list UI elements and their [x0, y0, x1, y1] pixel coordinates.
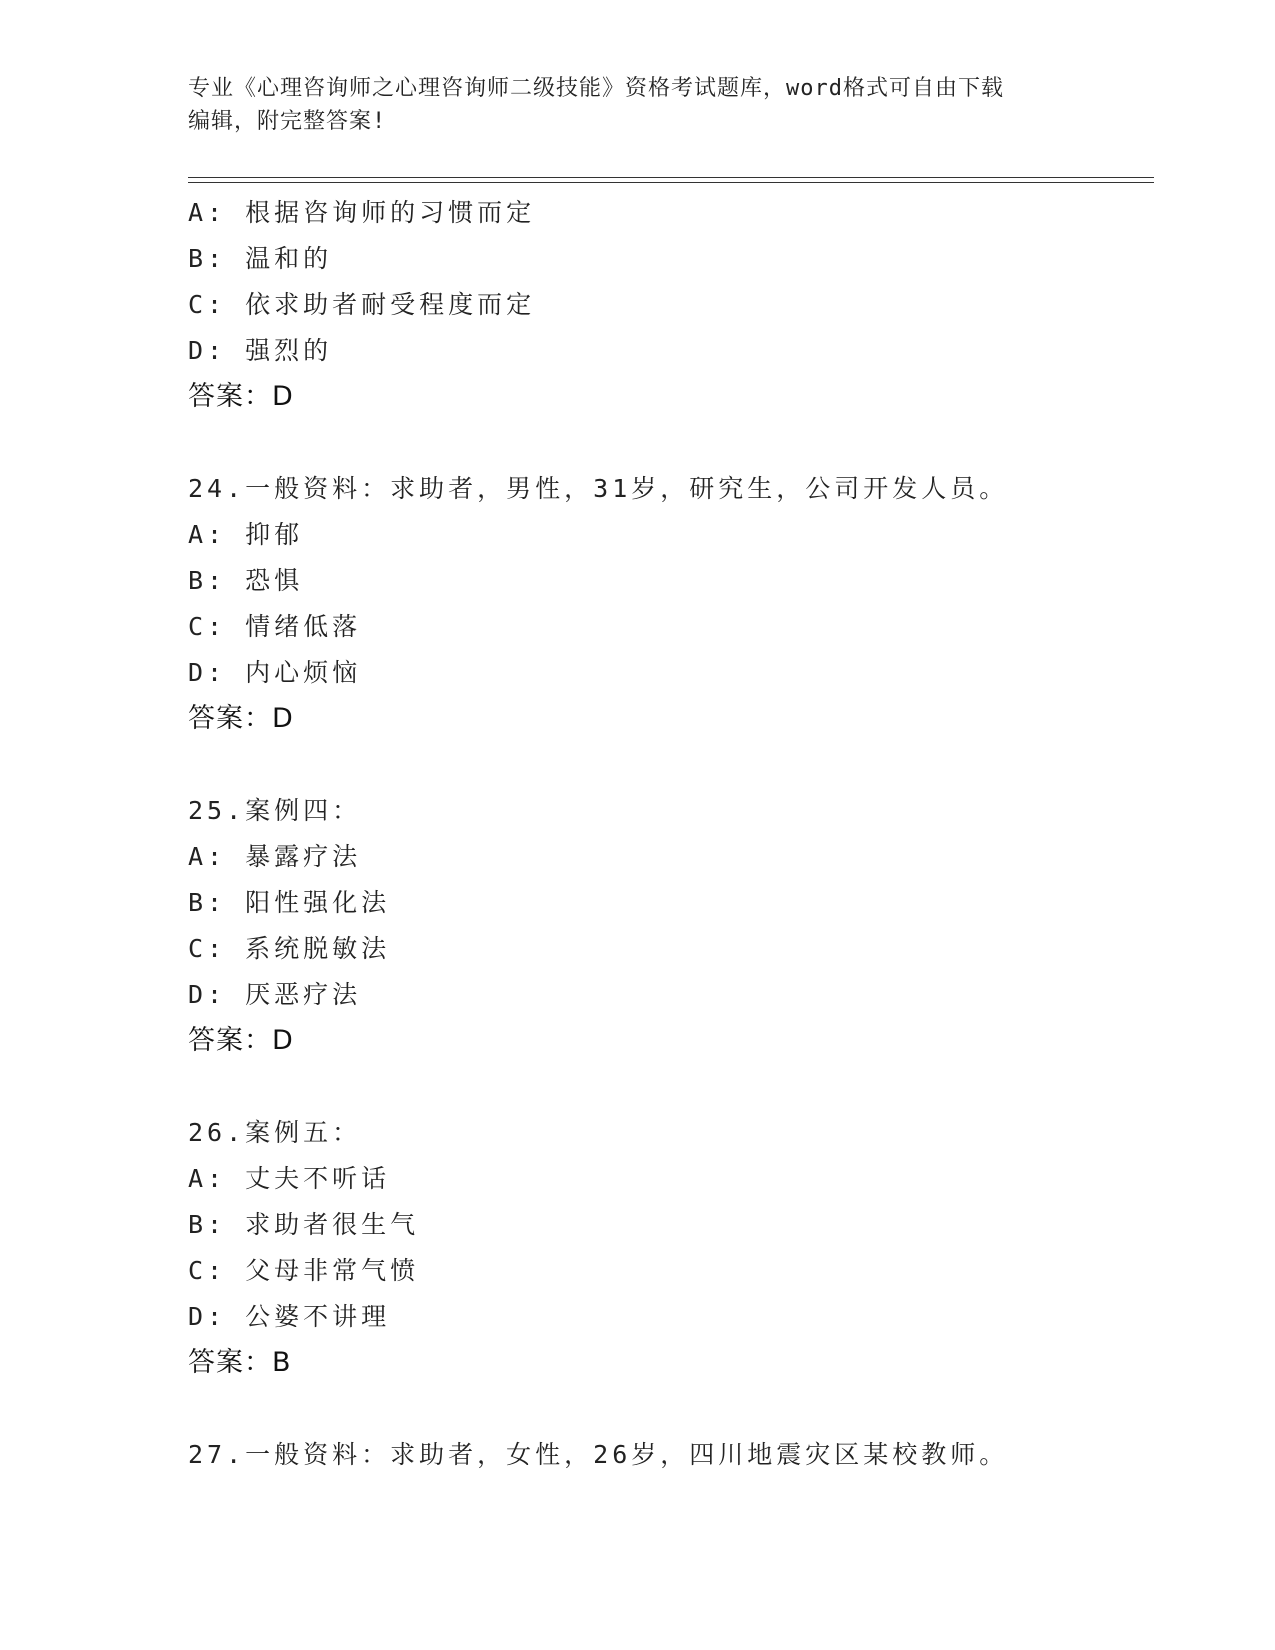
question-stem: 27.一般资料：求助者，女性，26岁，四川地震灾区某校教师。 [188, 1440, 1009, 1469]
option-d: D: 强烈的 [188, 336, 333, 365]
header-line-1: 专业《心理咨询师之心理咨询师二级技能》资格考试题库，word格式可自由下载 [188, 76, 1004, 101]
answer-line: 答案：B [188, 1347, 292, 1378]
question-stem: 25.案例四： [188, 796, 362, 825]
option-d: D: 公婆不讲理 [188, 1302, 391, 1331]
question-list [188, 190, 1148, 1478]
spacer [188, 1386, 1148, 1432]
spacer [188, 742, 1148, 788]
option-b: B: 温和的 [188, 244, 333, 273]
option-b: B: 恐惧 [188, 566, 304, 595]
option-a: A: 暴露疗法 [188, 842, 362, 871]
answer-line: 答案：D [188, 703, 294, 734]
option-d: D: 内心烦恼 [188, 658, 362, 687]
header-line-2: 编辑，附完整答案! [188, 109, 387, 134]
answer-line: 答案：D [188, 381, 294, 412]
option-a: A: 根据咨询师的习惯而定 [188, 198, 536, 227]
option-b: B: 求助者很生气 [188, 1210, 420, 1239]
spacer [188, 420, 1148, 466]
header-divider-bottom [188, 182, 1154, 183]
option-d: D: 厌恶疗法 [188, 980, 362, 1009]
option-c: C: 情绪低落 [188, 612, 362, 641]
option-c: C: 系统脱敏法 [188, 934, 391, 963]
document-header [188, 72, 1088, 138]
option-c: C: 父母非常气愤 [188, 1256, 420, 1285]
question-stem: 26.案例五： [188, 1118, 362, 1147]
spacer [188, 1064, 1148, 1110]
answer-line: 答案：D [188, 1025, 294, 1056]
question-24 [188, 466, 1148, 742]
question-25 [188, 788, 1148, 1064]
option-a: A: 丈夫不听话 [188, 1164, 391, 1193]
question-stem: 24.一般资料：求助者，男性，31岁，研究生，公司开发人员。 [188, 474, 1009, 503]
question-27 [188, 1432, 1148, 1478]
question-26 [188, 1110, 1148, 1386]
option-a: A: 抑郁 [188, 520, 304, 549]
question-23 [188, 190, 1148, 420]
header-divider-top [188, 177, 1154, 178]
option-b: B: 阳性强化法 [188, 888, 391, 917]
option-c: C: 依求助者耐受程度而定 [188, 290, 536, 319]
